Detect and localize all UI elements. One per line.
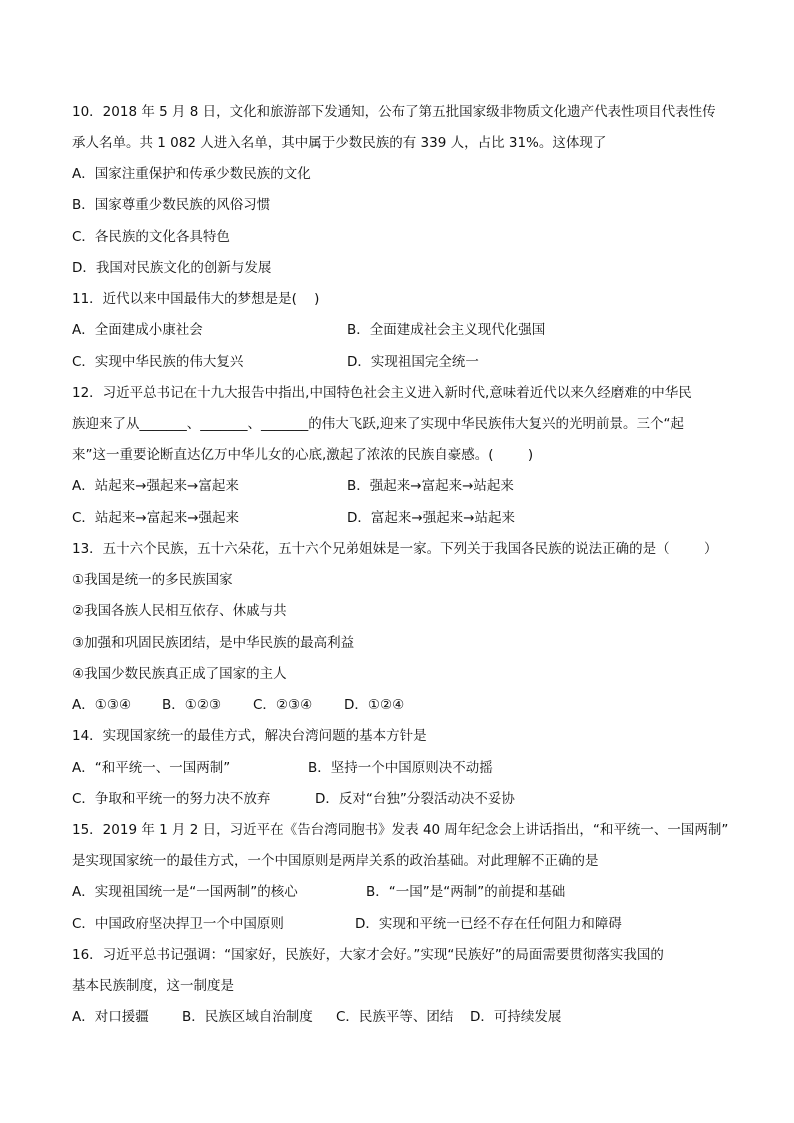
question-14-option-b: B．坚持一个中国原则决不动摇 xyxy=(308,760,493,776)
question-13-statement-2: ②我国各族人民相互依存、休戚与共 xyxy=(72,603,287,619)
question-16-stem-line-2: 基本民族制度，这一制度是 xyxy=(72,978,234,994)
question-16-option-c: C．民族平等、团结 xyxy=(336,1009,454,1025)
question-12-option-a: A．站起来→强起来→富起来 xyxy=(72,478,239,494)
question-11-stem: 11．近代以来中国最伟大的梦想是是( ) xyxy=(72,291,320,307)
question-12-option-c: C．站起来→富起来→强起来 xyxy=(72,510,240,526)
question-13-statement-4: ④我国少数民族真正成了国家的主人 xyxy=(72,666,287,682)
question-10-option-d: D．我国对民族文化的创新与发展 xyxy=(72,260,272,276)
question-12-stem-line-1: 12．习近平总书记在十九大报告中指出,中国特色社会主义进入新时代,意味着近代以来久经磨难的中华民 xyxy=(72,385,692,401)
question-13-option-d: D．①②④ xyxy=(344,697,405,713)
question-13-option-b: B．①②③ xyxy=(162,697,222,713)
question-10-option-c: C．各民族的文化各具特色 xyxy=(72,229,230,245)
question-13-statement-3: ③加强和巩固民族团结，是中华民族的最高利益 xyxy=(72,635,355,651)
question-15-stem-line-1: 15．2019 年 1 月 2 日，习近平在《告台湾同胞书》发表 40 周年纪念会上讲话指出，“和平统一、一国两制” xyxy=(72,822,729,838)
question-12-stem-line-2: 族迎来了从_______、_______、_______的伟大飞跃,迎来了实现中华民族伟大复兴的光明前景。三个“起 xyxy=(72,416,685,432)
question-13-option-c: C．②③④ xyxy=(253,697,313,713)
question-16-option-d: D．可持续发展 xyxy=(470,1009,562,1025)
question-15-stem-line-2: 是实现国家统一的最佳方式，一个中国原则是两岸关系的政治基础。对此理解不正确的是 xyxy=(72,853,599,869)
question-10-option-a: A．国家注重保护和传承少数民族的文化 xyxy=(72,166,311,182)
question-11-option-a: A．全面建成小康社会 xyxy=(72,322,203,338)
question-15-option-c: C．中国政府坚决捍卫一个中国原则 xyxy=(72,916,284,932)
question-16-stem-line-1: 16．习近平总书记强调：“国家好，民族好，大家才会好。”实现“民族好”的局面需要贯彻落实我国的 xyxy=(72,947,664,963)
question-14-option-a: A．“和平统一、一国两制” xyxy=(72,760,231,776)
question-15-option-b: B．“一国”是“两制”的前提和基础 xyxy=(366,884,566,900)
question-12-option-b: B．强起来→富起来→站起来 xyxy=(347,478,514,494)
question-14-stem: 14．实现国家统一的最佳方式，解决台湾问题的基本方针是 xyxy=(72,728,427,744)
question-14-option-c: C．争取和平统一的努力决不放弃 xyxy=(72,791,271,807)
question-13-stem: 13．五十六个民族，五十六朵花，五十六个兄弟姐妹是一家。下列关于我国各民族的说法正确的是（ ） xyxy=(72,541,718,557)
question-15-option-a: A．实现祖国统一是“一国两制”的核心 xyxy=(72,884,298,900)
question-11-option-d: D．实现祖国完全统一 xyxy=(347,354,479,370)
question-13-statement-1: ①我国是统一的多民族国家 xyxy=(72,572,233,588)
question-10-stem-line-1: 10．2018 年 5 月 8 日，文化和旅游部下发通知，公布了第五批国家级非物质文化遗产代表性项目代表性传 xyxy=(72,104,716,120)
question-13-option-a: A．①③④ xyxy=(72,697,132,713)
question-11-option-b: B．全面建成社会主义现代化强国 xyxy=(347,322,546,338)
question-12-option-d: D．富起来→强起来→站起来 xyxy=(347,510,516,526)
question-15-option-d: D．实现和平统一已经不存在任何阻力和障碍 xyxy=(355,916,622,932)
question-12-stem-line-3: 来”这一重要论断直达亿万中华儿女的心底,激起了浓浓的民族自豪感。( ) xyxy=(72,447,534,463)
question-14-option-d: D．反对“台独”分裂活动决不妥协 xyxy=(315,791,515,807)
question-16-option-a: A．对口援疆 xyxy=(72,1009,149,1025)
question-11-option-c: C．实现中华民族的伟大复兴 xyxy=(72,354,244,370)
question-16-option-b: B．民族区域自治制度 xyxy=(182,1009,313,1025)
question-10-stem-line-2: 承人名单。共 1 082 人进入名单，其中属于少数民族的有 339 人，占比 31%。这体现了 xyxy=(72,135,607,151)
question-10-option-b: B．国家尊重少数民族的风俗习惯 xyxy=(72,197,271,213)
